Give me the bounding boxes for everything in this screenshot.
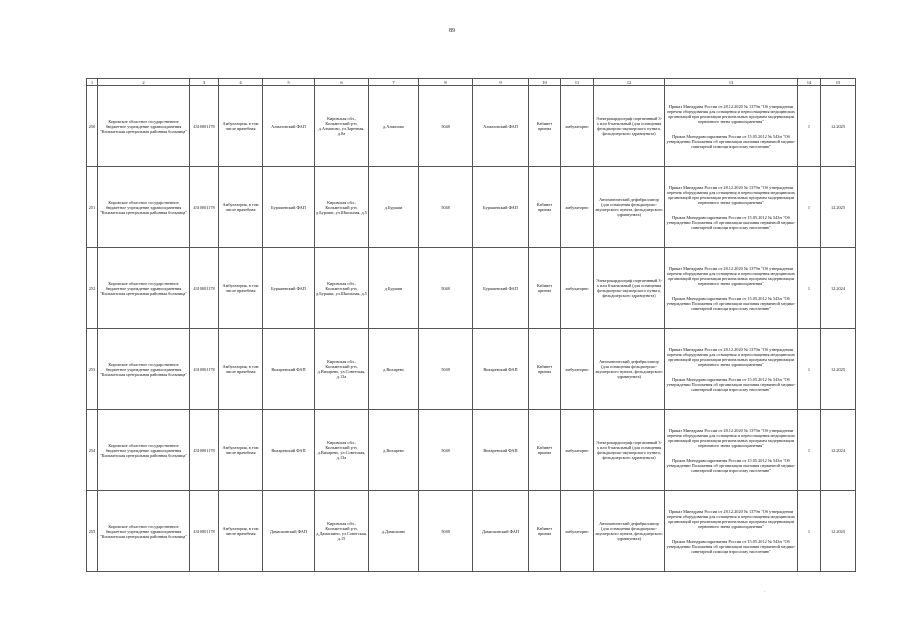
equipment-cell: Электрокардиограф портативный 3-х или 6-канальный (для оснащения фельдшерско-акушерского пункта, фельдшерского здравпункта) xyxy=(594,410,665,491)
care-form-cell: амбулаторно xyxy=(561,248,594,329)
quantity-cell: 1 xyxy=(798,167,821,248)
okato-cell: 5048 xyxy=(419,329,473,410)
subdivision-type-cell: Амбулатория, в том числе врачебная xyxy=(219,86,263,167)
legal-basis-order-1379n: Приказ Минздрава России от 28.12.2020 № 1379н "Об утверждении перечня оборудования для оснащения и переоснащения медицинских организаций при реализации региональных программ модернизации первичного звена здравоохранения" xyxy=(667,346,795,367)
okato-cell: 5048 xyxy=(419,86,473,167)
column-number-row xyxy=(87,79,856,86)
column-number: 1 xyxy=(87,79,98,86)
unit-name-cell: Алмазовский ФАП xyxy=(263,86,315,167)
settlement-cell: д.Бураши xyxy=(369,248,419,329)
equipment-cell: Автоматический дефибриллятор (для оснащения фельдшерско-акушерского пункта, фельдшерского здравпункта) xyxy=(594,167,665,248)
row-number-cell: 252 xyxy=(87,248,98,329)
code-cell: 4310001178 xyxy=(190,329,219,410)
care-form-cell: амбулаторно xyxy=(561,167,594,248)
address-cell: Кировская обл., Кильмезский р-н, д.Бураши, ул.Школьная, д.5 xyxy=(315,248,369,329)
facility-cell: Бурашевский ФАП xyxy=(473,167,529,248)
column-number: 15 xyxy=(821,79,856,86)
row-number-cell: 250 xyxy=(87,86,98,167)
settlement-cell: д.Вихарево xyxy=(369,329,419,410)
legal-basis-order-543n: Приказ Минздравсоцразвития России от 15.05.2012 № 543н "Об утверждении Положения об организации оказания первичной медико-санитарной помощи взрослому населению" xyxy=(666,133,796,149)
facility-cell: Бурашевский ФАП xyxy=(473,248,529,329)
address-cell: Кировская обл., Кильмезский р-н, д.Дамаскино, ул.Советская, д.15 xyxy=(315,491,369,572)
legal-basis-cell xyxy=(665,248,798,329)
code-cell: 4310001178 xyxy=(190,167,219,248)
subdivision-type-cell: Амбулатория, в том числе врачебная xyxy=(219,410,263,491)
room-cell: Кабинет приема xyxy=(529,329,561,410)
institution-cell: Кировское областное государственное бюджетное учреждение здравоохранения "Кильмезская центральная районная больница" xyxy=(98,167,190,248)
subdivision-type-cell: Амбулатория, в том числе врачебная xyxy=(219,167,263,248)
row-number-cell: 255 xyxy=(87,491,98,572)
okato-cell: 5048 xyxy=(419,410,473,491)
code-cell: 4310001178 xyxy=(190,491,219,572)
room-cell: Кабинет приема xyxy=(529,248,561,329)
legal-basis-order-1379n: Приказ Минздрава России от 28.12.2020 № 1379н "Об утверждении перечня оборудования для оснащения и переоснащения медицинских организаций при реализации региональных программ модернизации первичного звена здравоохранения" xyxy=(667,265,795,286)
code-cell: 4310001178 xyxy=(190,248,219,329)
table-row xyxy=(87,410,856,491)
quantity-cell: 1 xyxy=(798,491,821,572)
unit-name-cell: Бурашевский ФАП xyxy=(263,167,315,248)
institution-cell: Кировское областное государственное бюджетное учреждение здравоохранения "Кильмезская центральная районная больница" xyxy=(98,410,190,491)
column-number: 14 xyxy=(798,79,821,86)
care-form-cell: амбулаторно xyxy=(561,410,594,491)
equipment-cell: Электрокардиограф портативный 3-х или 6-канальный (для оснащения фельдшерско-акушерского пункта, фельдшерского здравпункта) xyxy=(594,248,665,329)
room-cell: Кабинет приема xyxy=(529,167,561,248)
facility-cell: Вихаревский ФАП xyxy=(473,410,529,491)
institution-cell: Кировское областное государственное бюджетное учреждение здравоохранения "Кильмезская центральная районная больница" xyxy=(98,86,190,167)
unit-name-cell: Бурашевский ФАП xyxy=(263,248,315,329)
legal-basis-order-543n: Приказ Минздравсоцразвития России от 15.05.2012 № 543н "Об утверждении Положения об организации оказания первичной медико-санитарной помощи взрослому населению" xyxy=(666,376,796,392)
row-number-cell: 253 xyxy=(87,329,98,410)
room-cell: Кабинет приема xyxy=(529,86,561,167)
quantity-cell: 1 xyxy=(798,86,821,167)
column-number: 9 xyxy=(473,79,529,86)
legal-basis-cell xyxy=(665,329,798,410)
column-number: 13 xyxy=(665,79,798,86)
column-number: 8 xyxy=(419,79,473,86)
care-form-cell: амбулаторно xyxy=(561,86,594,167)
deadline-cell: 12.2024 xyxy=(821,410,856,491)
page-number: 89 xyxy=(449,28,455,34)
column-number: 7 xyxy=(369,79,419,86)
scan-mark: · xyxy=(764,590,766,595)
legal-basis-order-1379n: Приказ Минздрава России от 28.12.2020 № 1379н "Об утверждении перечня оборудования для оснащения и переоснащения медицинских организаций при реализации региональных программ модернизации первичного звена здравоохранения" xyxy=(667,508,795,529)
table-row xyxy=(87,86,856,167)
address-cell: Кировская обл., Кильмезский р-н, д.Бураши, ул.Школьная, д.5 xyxy=(315,167,369,248)
legal-basis-order-543n: Приказ Минздравсоцразвития России от 15.05.2012 № 543н "Об утверждении Положения об организации оказания первичной медико-санитарной помощи взрослому населению" xyxy=(666,295,796,311)
legal-basis-cell xyxy=(665,86,798,167)
subdivision-type-cell: Амбулатория, в том числе врачебная xyxy=(219,491,263,572)
subdivision-type-cell: Амбулатория, в том числе врачебная xyxy=(219,248,263,329)
care-form-cell: амбулаторно xyxy=(561,329,594,410)
table-row xyxy=(87,329,856,410)
care-form-cell: амбулаторно xyxy=(561,491,594,572)
institution-cell: Кировское областное государственное бюджетное учреждение здравоохранения "Кильмезская центральная районная больница" xyxy=(98,248,190,329)
settlement-cell: д.Дамаскино xyxy=(369,491,419,572)
okato-cell: 5048 xyxy=(419,248,473,329)
deadline-cell: 12.2025 xyxy=(821,491,856,572)
legal-basis-order-543n: Приказ Минздравсоцразвития России от 15.05.2012 № 543н "Об утверждении Положения об организации оказания первичной медико-санитарной помощи взрослому населению" xyxy=(666,538,796,554)
institution-cell: Кировское областное государственное бюджетное учреждение здравоохранения "Кильмезская центральная районная больница" xyxy=(98,491,190,572)
table-row xyxy=(87,491,856,572)
row-number-cell: 251 xyxy=(87,167,98,248)
deadline-cell: 12.2024 xyxy=(821,248,856,329)
column-number: 12 xyxy=(594,79,665,86)
legal-basis-cell xyxy=(665,410,798,491)
legal-basis-order-1379n: Приказ Минздрава России от 28.12.2020 № 1379н "Об утверждении перечня оборудования для оснащения и переоснащения медицинских организаций при реализации региональных программ модернизации первичного звена здравоохранения" xyxy=(667,427,795,448)
table-row xyxy=(87,167,856,248)
settlement-cell: д.Вихарево xyxy=(369,410,419,491)
column-number: 2 xyxy=(98,79,190,86)
code-cell: 4310001178 xyxy=(190,410,219,491)
code-cell: 4310001178 xyxy=(190,86,219,167)
legal-basis-order-1379n: Приказ Минздрава России от 28.12.2020 № 1379н "Об утверждении перечня оборудования для оснащения и переоснащения медицинских организаций при реализации региональных программ модернизации первичного звена здравоохранения" xyxy=(667,184,795,205)
institution-cell: Кировское областное государственное бюджетное учреждение здравоохранения "Кильмезская центральная районная больница" xyxy=(98,329,190,410)
table-row xyxy=(87,248,856,329)
equipment-register-table xyxy=(86,78,856,572)
legal-basis-cell xyxy=(665,491,798,572)
okato-cell: 5048 xyxy=(419,167,473,248)
column-number: 6 xyxy=(315,79,369,86)
deadline-cell: 12.2025 xyxy=(821,329,856,410)
room-cell: Кабинет приема xyxy=(529,410,561,491)
quantity-cell: 1 xyxy=(798,248,821,329)
column-number: 11 xyxy=(561,79,594,86)
subdivision-type-cell: Амбулатория, в том числе врачебная xyxy=(219,329,263,410)
address-cell: Кировская обл., Кильмезский р-н, д.Вихарево, ул.Советская, д.13а xyxy=(315,410,369,491)
settlement-cell: д.Бураши xyxy=(369,167,419,248)
address-cell: Кировская обл., Кильмезский р-н, д.Вихарево, ул.Советская, д.13а xyxy=(315,329,369,410)
settlement-cell: д.Алмазово xyxy=(369,86,419,167)
quantity-cell: 1 xyxy=(798,329,821,410)
equipment-cell: Автоматический дефибриллятор (для оснащения фельдшерско-акушерского пункта, фельдшерского здравпункта) xyxy=(594,491,665,572)
column-number: 10 xyxy=(529,79,561,86)
legal-basis-order-543n: Приказ Минздравсоцразвития России от 15.05.2012 № 543н "Об утверждении Положения об организации оказания первичной медико-санитарной помощи взрослому населению" xyxy=(666,214,796,230)
unit-name-cell: Вихаревский ФАП xyxy=(263,329,315,410)
okato-cell: 5048 xyxy=(419,491,473,572)
legal-basis-order-1379n: Приказ Минздрава России от 28.12.2020 № 1379н "Об утверждении перечня оборудования для оснащения и переоснащения медицинских организаций при реализации региональных программ модернизации первичного звена здравоохранения" xyxy=(667,103,795,124)
facility-cell: Алмазовский ФАП xyxy=(473,86,529,167)
unit-name-cell: Вихаревский ФАП xyxy=(263,410,315,491)
legal-basis-order-543n: Приказ Минздравсоцразвития России от 15.05.2012 № 543н "Об утверждении Положения об организации оказания первичной медико-санитарной помощи взрослому населению" xyxy=(666,457,796,473)
facility-cell: Вихаревский ФАП xyxy=(473,329,529,410)
room-cell: Кабинет приема xyxy=(529,491,561,572)
legal-basis-cell xyxy=(665,167,798,248)
row-number-cell: 254 xyxy=(87,410,98,491)
equipment-cell: Автоматический дефибриллятор (для оснащения фельдшерско-акушерского пункта, фельдшерского здравпункта) xyxy=(594,329,665,410)
address-cell: Кировская обл., Кильмезский р-н, д.Алмазово, ул.Заречная, д.8а xyxy=(315,86,369,167)
deadline-cell: 12.2025 xyxy=(821,167,856,248)
unit-name-cell: Дамаскинский ФАП xyxy=(263,491,315,572)
deadline-cell: 12.2025 xyxy=(821,86,856,167)
equipment-cell: Электрокардиограф портативный 3-х или 6-канальный (для оснащения фельдшерско-акушерского пункта, фельдшерского здравпункта) xyxy=(594,86,665,167)
column-number: 3 xyxy=(190,79,219,86)
column-number: 5 xyxy=(263,79,315,86)
quantity-cell: 1 xyxy=(798,410,821,491)
column-number: 4 xyxy=(219,79,263,86)
facility-cell: Дамаскинский ФАП xyxy=(473,491,529,572)
